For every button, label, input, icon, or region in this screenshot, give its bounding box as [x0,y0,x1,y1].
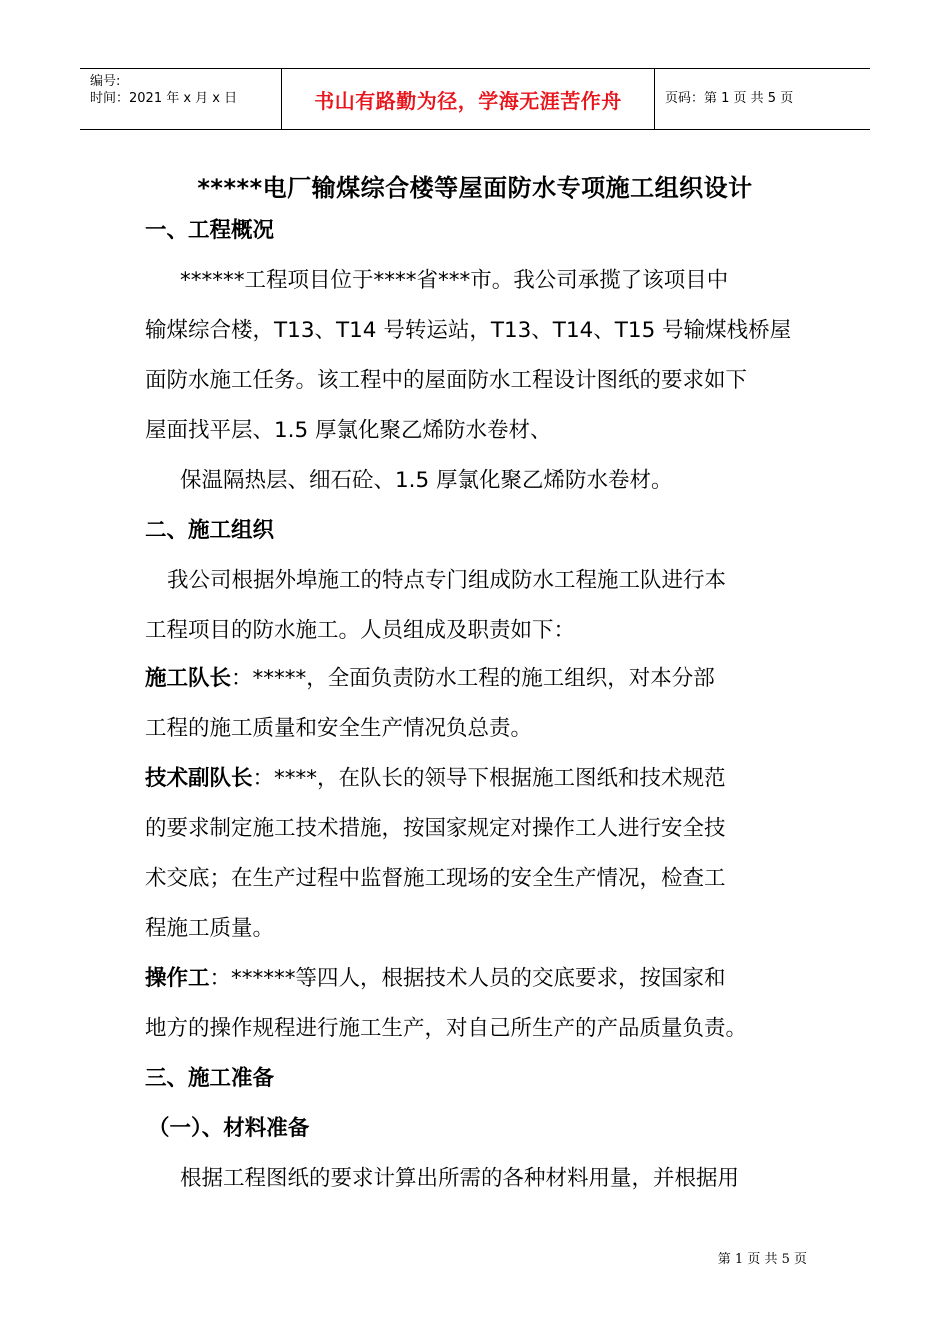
document-title: *****电厂输煤综合楼等屋面防水专项施工组织设计 [197,174,753,202]
header-page-number: 页码：第 1 页 共 5 页 [665,91,794,106]
section-heading-organization: 二、施工组织 [145,518,275,543]
serial-number-label: 编号: [90,74,121,89]
subsection-heading-materials: （一）、材料准备 [148,1116,310,1141]
deputy-leader-line [145,764,726,794]
worker-label: 操作工 [145,966,210,991]
motto-text: 书山有路勤为径，学海无涯苦作舟 [314,88,622,113]
page-header [80,68,870,130]
paragraph-line: 程施工质量。 [145,916,275,941]
header-info-cell [80,69,282,129]
team-leader-line [145,664,715,694]
paragraph-line: 面防水施工任务。该工程中的屋面防水工程设计图纸的要求如下 [145,368,748,393]
paragraph-line: 屋面找平层、1.5 厚氯化聚乙烯防水卷材、 [145,418,552,443]
paragraph-line: 地方的操作规程进行施工生产，对自己所生产的产品质量负责。 [145,1016,748,1041]
deputy-leader-text: ：****，在队长的领导下根据施工图纸和技术规范 [252,766,726,791]
section-heading-overview: 一、工程概况 [145,218,275,243]
paragraph-line: 工程项目的防水施工。人员组成及职责如下： [145,618,576,643]
section-heading-preparation: 三、施工准备 [145,1066,275,1091]
footer-page-number: 第 1 页 共 5 页 [717,1252,807,1267]
paragraph-line: 工程的施工质量和安全生产情况负总责。 [145,716,533,741]
paragraph-line: 保温隔热层、细石砼、1.5 厚氯化聚乙烯防水卷材。 [180,468,673,493]
paragraph-line: 我公司根据外埠施工的特点专门组成防水工程施工队进行本 [167,568,727,593]
paragraph-line: ******工程项目位于****省***市。我公司承揽了该项目中 [180,268,729,293]
worker-text: ：******等四人，根据技术人员的交底要求，按国家和 [209,966,726,991]
paragraph-line: 输煤综合楼，T13、T14 号转运站，T13、T14、T15 号输煤栈桥屋 [145,318,792,343]
header-page-cell [655,69,870,129]
paragraph-line: 术交底；在生产过程中监督施工现场的安全生产情况，检查工 [145,866,726,891]
worker-line [145,964,726,994]
date-label: 时间：2021 年 x 月 x 日 [90,91,238,106]
deputy-leader-label: 技术副队长 [145,766,253,791]
paragraph-line: 的要求制定施工技术措施，按国家规定对操作工人进行安全技 [145,816,726,841]
header-motto-cell [282,69,655,129]
team-leader-text: ：*****，全面负责防水工程的施工组织，对本分部 [231,666,715,691]
team-leader-label: 施工队长 [145,666,232,691]
paragraph-line: 根据工程图纸的要求计算出所需的各种材料用量，并根据用 [180,1166,740,1191]
